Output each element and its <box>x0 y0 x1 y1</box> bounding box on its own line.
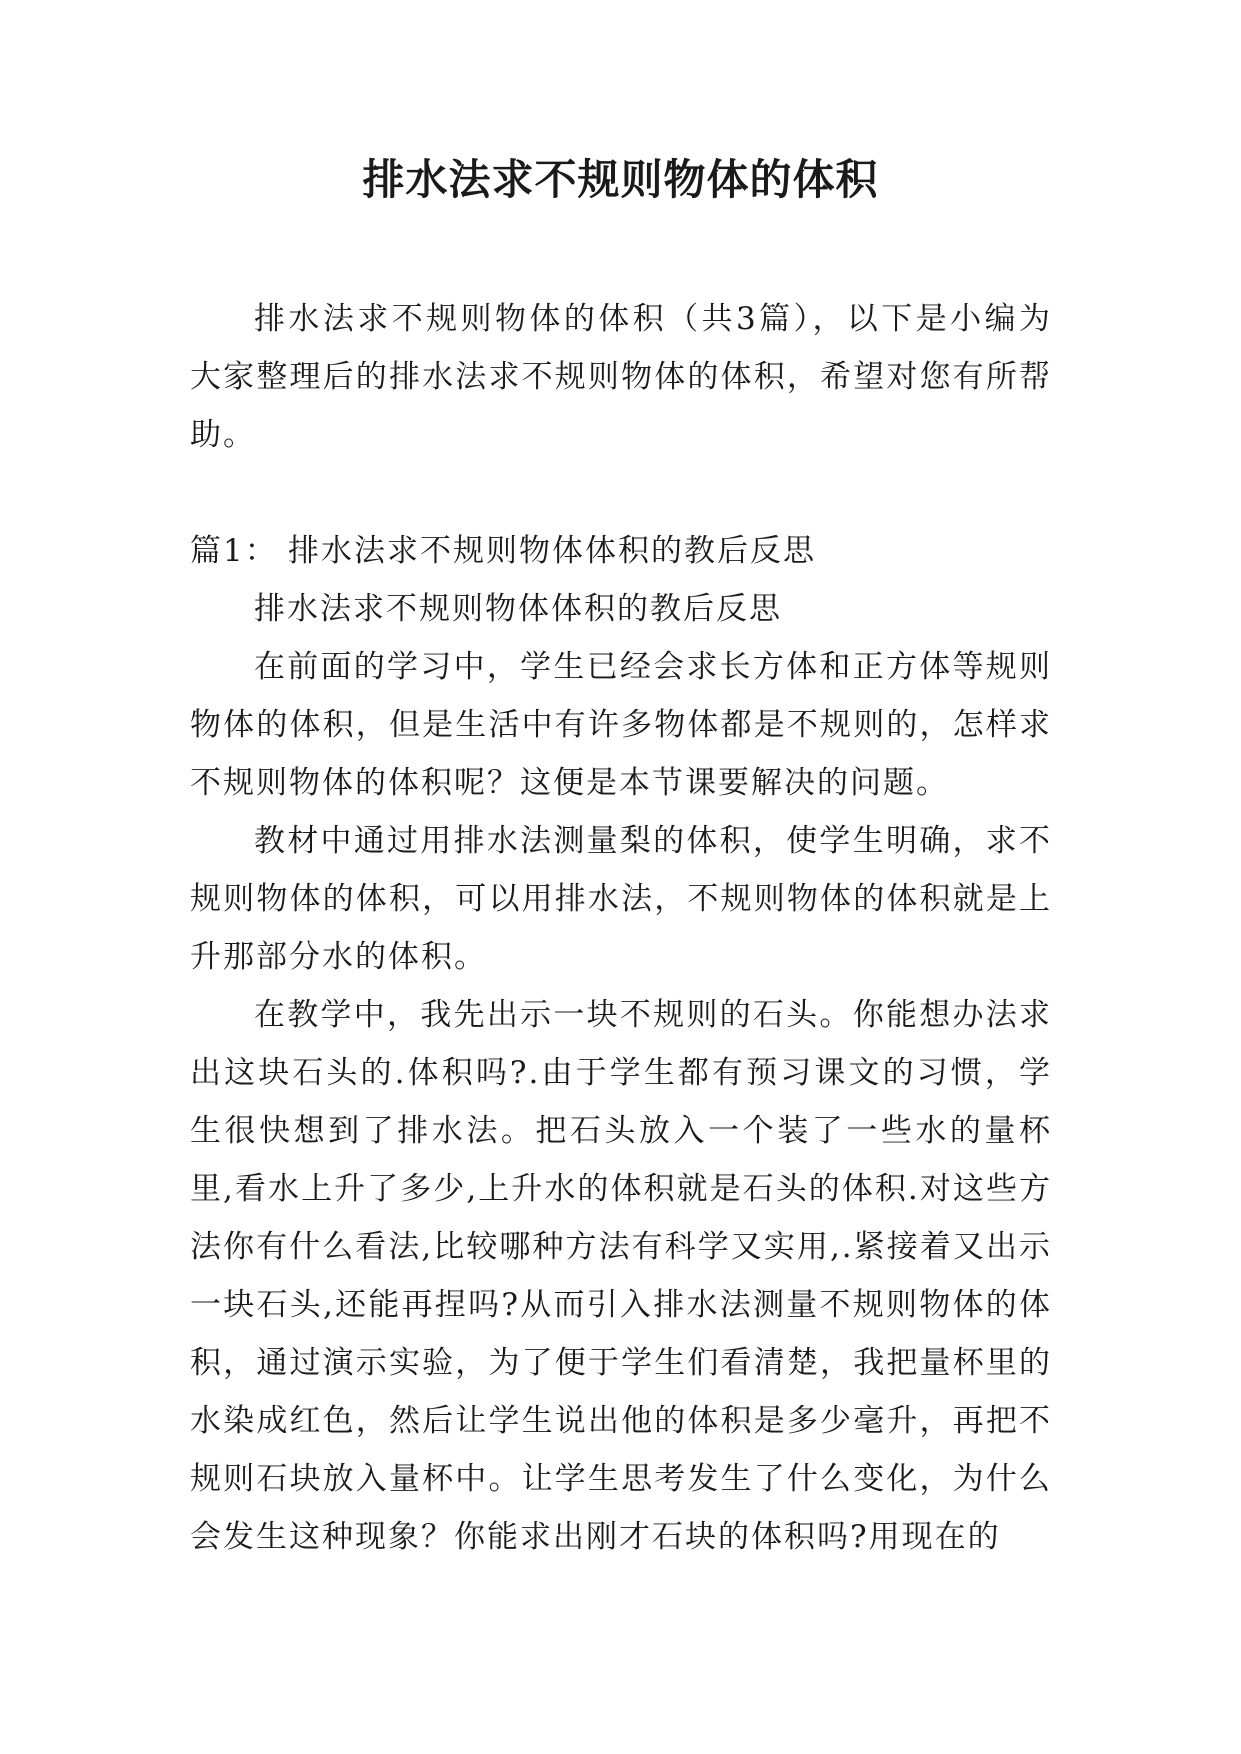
body-paragraph: 在教学中，我先出示一块不规则的石头。你能想办法求出这块石头的.体积吗?.由于学生都有预习课文的习惯，学生很快想到了排水法。把石头放入一个装了一些水的量杯里,看水上升了多少,上升水的体积就是石头的体积.对这些方法你有什么看法,比较哪种方法有科学又实用,.紧接着又出示一块石头,还能再捏吗?从而引入排水法测量不规则物体的体积，通过演示实验，为了便于学生们看清楚，我把量杯里的水染成红色，然后让学生说出他的体积是多少毫升，再把不规则石块放入量杯中。让学生思考发生了什么变化，为什么会发生这种现象？你能求出刚才石块的体积吗?用现在的 <box>190 997 1052 1555</box>
document-title: 排水法求不规则物体的体积 <box>362 155 879 204</box>
section-label: 篇1： <box>190 533 278 569</box>
section-heading-text: 排水法求不规则物体体积的教后反思 <box>288 533 816 569</box>
body-paragraph: 在前面的学习中，学生已经会求长方体和正方体等规则物体的体积，但是生活中有许多物体都是不规则的，怎样求不规则物体的体积呢？这便是本节课要解决的问题。 <box>190 649 1052 801</box>
document-body <box>190 290 1052 1566</box>
body-paragraph: 教材中通过用排水法测量梨的体积，使学生明确，求不规则物体的体积，可以用排水法，不规则物体的体积就是上升那部分水的体积。 <box>190 823 1052 975</box>
intro-paragraph: 排水法求不规则物体的体积（共3篇），以下是小编为大家整理后的排水法求不规则物体的体积，希望对您有所帮助。 <box>190 301 1052 453</box>
section-heading <box>190 522 1052 580</box>
section-subtitle: 排水法求不规则物体体积的教后反思 <box>254 591 782 627</box>
